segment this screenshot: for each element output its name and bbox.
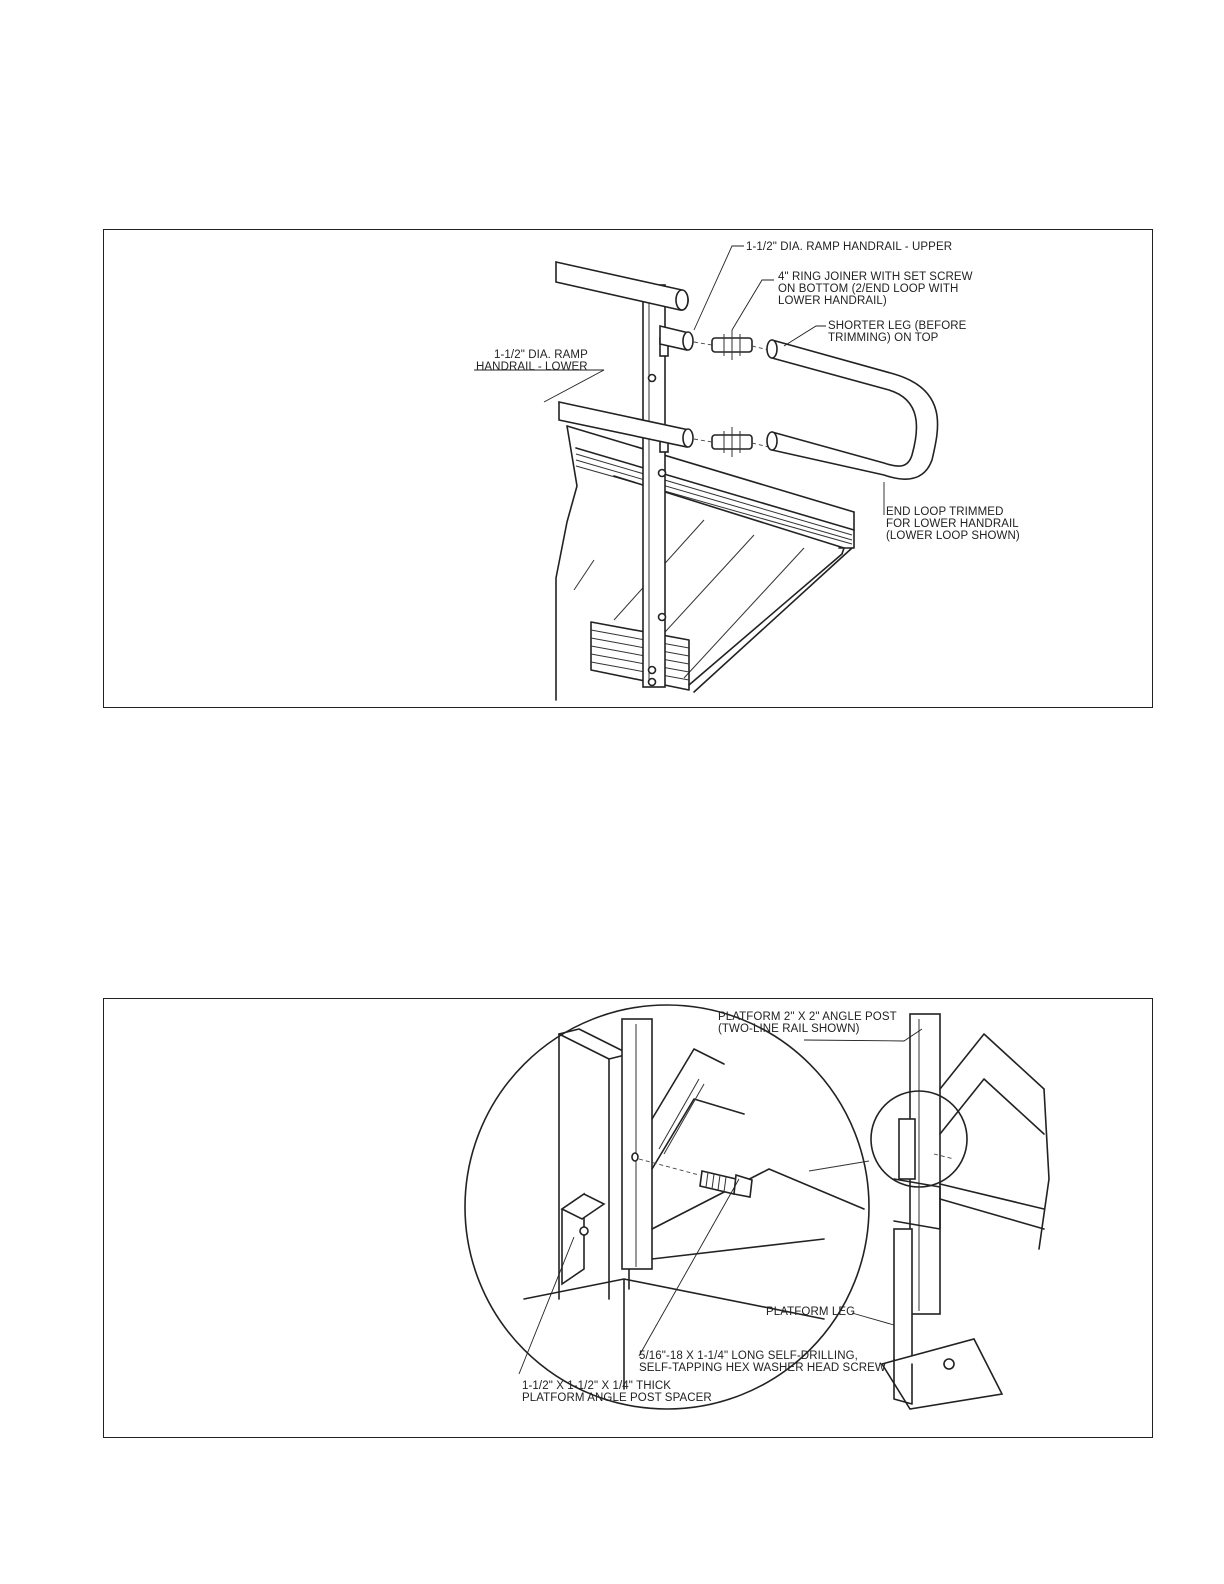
svg-text:HANDRAIL - LOWER: HANDRAIL - LOWER <box>476 361 588 373</box>
handrail-end-loop-drawing <box>104 230 1154 709</box>
svg-text:1-1/2" DIA. RAMP HANDRAIL - UP: 1-1/2" DIA. RAMP HANDRAIL - UPPER <box>746 241 953 253</box>
callout-end-loop <box>886 506 1020 542</box>
lower-handrail <box>559 402 693 447</box>
end-loop <box>767 340 938 479</box>
svg-text:SHORTER LEG (BEFORE: SHORTER LEG (BEFORE <box>828 320 967 332</box>
svg-text:TRIMMING) ON TOP: TRIMMING) ON TOP <box>828 332 939 344</box>
callout-lower-rail <box>476 349 588 373</box>
angle-post-spacer-figure <box>103 998 1153 1438</box>
callout-upper-rail <box>746 241 952 253</box>
ring-joiner-upper <box>712 330 752 360</box>
svg-text:(TWO-LINE RAIL SHOWN): (TWO-LINE RAIL SHOWN) <box>718 1023 860 1035</box>
svg-text:1-1/2" DIA. RAMP: 1-1/2" DIA. RAMP <box>494 349 588 361</box>
svg-text:5/16"-18 X 1-1/4" LONG SELF-DR: 5/16"-18 X 1-1/4" LONG SELF-DRILLING, <box>639 1350 858 1362</box>
svg-text:SELF-TAPPING HEX WASHER HEAD S: SELF-TAPPING HEX WASHER HEAD SCREW <box>639 1362 886 1374</box>
svg-text:ON BOTTOM (2/END LOOP WITH: ON BOTTOM (2/END LOOP WITH <box>778 283 959 295</box>
svg-text:PLATFORM LEG: PLATFORM LEG <box>766 1306 856 1318</box>
callout-shorter-leg <box>828 320 967 344</box>
ring-joiner-lower <box>712 427 752 457</box>
callout-screw <box>639 1350 886 1374</box>
svg-text:LOWER HANDRAIL): LOWER HANDRAIL) <box>778 295 887 307</box>
svg-text:(LOWER LOOP SHOWN): (LOWER LOOP SHOWN) <box>886 530 1020 542</box>
callout-spacer <box>522 1380 712 1404</box>
svg-text:PLATFORM ANGLE POST SPACER: PLATFORM ANGLE POST SPACER <box>522 1392 712 1404</box>
svg-text:4" RING JOINER WITH SET SCREW: 4" RING JOINER WITH SET SCREW <box>778 271 973 283</box>
callout-platform-leg <box>766 1306 855 1318</box>
callout-ring-joiner <box>778 271 973 307</box>
svg-text:FOR LOWER HANDRAIL: FOR LOWER HANDRAIL <box>886 518 1019 530</box>
callout-angle-post <box>718 1011 897 1035</box>
detail-magnified-view <box>465 1005 869 1409</box>
angle-post-spacer-drawing <box>104 999 1154 1439</box>
svg-text:1-1/2" X 1-1/2" X 1/4" THICK: 1-1/2" X 1-1/2" X 1/4" THICK <box>522 1380 672 1392</box>
handrail-end-loop-figure <box>103 229 1153 708</box>
svg-text:END LOOP TRIMMED: END LOOP TRIMMED <box>886 506 1004 518</box>
upper-handrail <box>556 262 693 350</box>
svg-text:PLATFORM 2" X 2" ANGLE POST: PLATFORM 2" X 2" ANGLE POST <box>718 1011 897 1023</box>
ramp-deck <box>556 426 854 700</box>
platform-full-view <box>871 1014 1049 1409</box>
